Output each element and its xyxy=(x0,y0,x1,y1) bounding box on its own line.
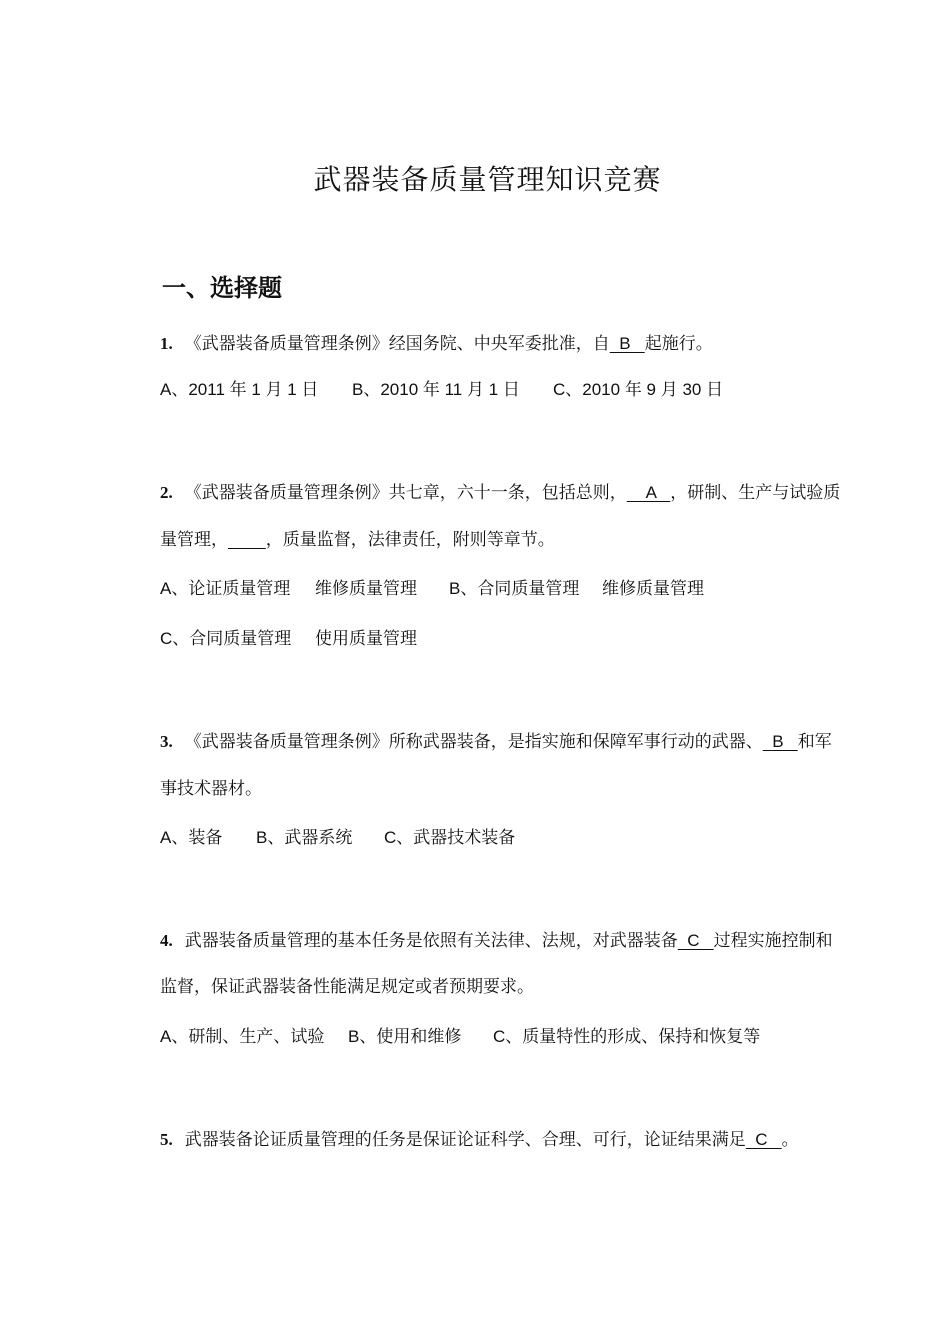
option: 使用质量管理 xyxy=(315,629,417,648)
question-text: ，质量监督，法律责任，附则等章节。 xyxy=(265,530,555,549)
option: C、合同质量管理 xyxy=(160,629,292,648)
question-text: 起施行。 xyxy=(644,334,713,353)
question-text: 武器装备论证质量管理的任务是保证论证科学、合理、可行，论证结果满足 xyxy=(184,1130,746,1149)
question-text: 量管理， xyxy=(160,530,228,549)
question-text: 监督，保证武器装备性能满足规定或者预期要求。 xyxy=(160,977,534,996)
question-4 xyxy=(160,929,860,953)
question-text: 过程实施控制和 xyxy=(713,931,833,950)
question-2 xyxy=(160,481,860,505)
answer-blank xyxy=(228,530,266,549)
question-number: 1. xyxy=(160,334,173,353)
answer-blank: B xyxy=(762,732,798,751)
question-2-line-2 xyxy=(160,528,860,552)
answer-blank: B xyxy=(609,334,645,353)
answer-blank: A xyxy=(626,483,671,502)
question-text: 《武器装备质量管理条例》所称武器装备，是指实施和保障军事行动的武器、 xyxy=(184,732,763,751)
option: B、使用和维修 xyxy=(348,1027,462,1046)
option: A、2011 年 1 月 1 日 xyxy=(160,380,319,399)
question-4-options xyxy=(160,1025,860,1049)
question-text: 事技术器材。 xyxy=(160,779,262,798)
option: B、2010 年 11 月 1 日 xyxy=(352,380,520,399)
question-number: 3. xyxy=(160,732,173,751)
question-2-options-row-1 xyxy=(160,577,860,601)
option: C、2010 年 9 月 30 日 xyxy=(553,380,724,399)
question-text: 《武器装备质量管理条例》经国务院、中央军委批准，自 xyxy=(184,334,610,353)
question-text: 《武器装备质量管理条例》共七章，六十一条，包括总则， xyxy=(184,483,627,502)
question-3-options xyxy=(160,826,860,850)
question-text: 和军 xyxy=(797,732,832,751)
option: C、质量特性的形成、保持和恢复等 xyxy=(493,1027,761,1046)
answer-blank: C xyxy=(677,931,714,950)
option: B、武器系统 xyxy=(256,828,353,847)
question-text: ，研制、生产与试验质 xyxy=(670,483,841,502)
document-title: 武器装备质量管理知识竞赛 xyxy=(313,163,662,196)
question-number: 2. xyxy=(160,483,173,502)
question-4-line-2 xyxy=(160,975,860,999)
option: A、论证质量管理 xyxy=(160,579,291,598)
section-heading: 一、选择题 xyxy=(162,275,282,302)
option: A、研制、生产、试验 xyxy=(160,1027,325,1046)
question-2-options-row-2 xyxy=(160,627,860,651)
question-text: 武器装备质量管理的基本任务是依照有关法律、法规，对武器装备 xyxy=(184,931,678,950)
question-text: 。 xyxy=(781,1130,799,1149)
option: B、合同质量管理 xyxy=(449,579,580,598)
option: 维修质量管理 xyxy=(602,579,704,598)
option: C、武器技术装备 xyxy=(384,828,516,847)
question-number: 4. xyxy=(160,931,173,950)
question-number: 5. xyxy=(160,1130,173,1149)
question-1-options xyxy=(160,378,860,402)
question-3 xyxy=(160,730,860,754)
question-5 xyxy=(160,1128,860,1152)
answer-blank: C xyxy=(745,1130,782,1149)
question-3-line-2 xyxy=(160,777,860,801)
option: 维修质量管理 xyxy=(315,579,417,598)
option: A、装备 xyxy=(160,828,223,847)
question-1 xyxy=(160,332,860,356)
